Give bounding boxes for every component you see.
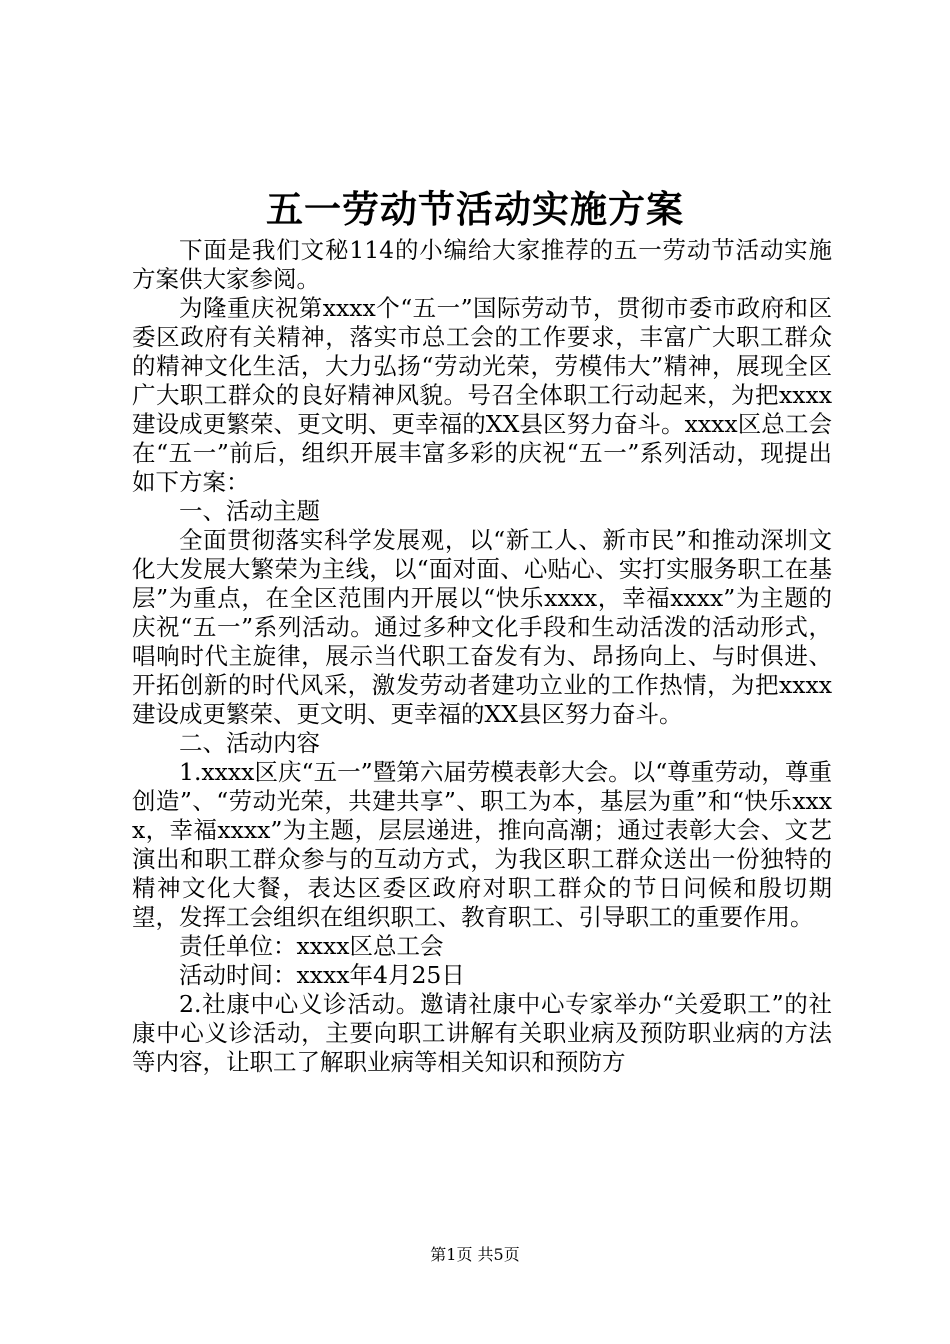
document-body: [132, 236, 832, 1077]
activity-2-paragraph: 2.社康中心义诊活动。邀请社康中心专家举办“关爱职工”的社康中心义诊活动，主要向职工讲解有关职业病及预防职业病的方法等内容，让职工了解职业病等相关知识和预防方: [132, 990, 832, 1076]
responsible-unit-line: 责任单位：xxxx区总工会: [179, 932, 444, 960]
theme-paragraph: 全面贯彻落实科学发展观，以“新工人、新市民”和推动深圳文化大发展大繁荣为主线，以“面对面、心贴心、实打实服务职工在基层”为重点，在全区范围内开展以“快乐xxxx，幸福xxxx”为主题的庆祝“五一”系列活动。通过多种文化手段和生动活泼的活动形式，唱响时代主旋律，展示当代职工奋发有为、昂扬向上、与时俱进、开拓创新的时代风采，激发劳动者建功立业的工作热情，为把xxxx建设成更繁荣、更文明、更幸福的XX县区努力奋斗。: [132, 526, 832, 728]
intro-paragraph: 下面是我们文秘114的小编给大家推荐的五一劳动节活动实施方案供大家参阅。: [132, 236, 832, 293]
document-title: 五一劳动节活动实施方案: [266, 187, 684, 231]
activity-time-line: 活动时间：xxxx年4月25日: [179, 961, 465, 989]
page-number-footer: 第1页 共5页: [430, 1245, 520, 1264]
activity-1-paragraph: 1.xxxx区庆“五一”暨第六届劳模表彰大会。以“尊重劳动，尊重创造”、“劳动光荣，共建共享”、职工为本，基层为重”和“快乐xxxx，幸福xxxx”为主题，层层递进，推向高潮；通过表彰大会、文艺演出和职工群众参与的互动方式，为我区职工群众送出一份独特的精神文化大餐，表达区委区政府对职工群众的节日问候和殷切期望，发挥工会组织在组织职工、教育职工、引导职工的重要作用。: [132, 758, 832, 931]
section-heading-theme: 一、活动主题: [179, 497, 320, 525]
purpose-paragraph: 为隆重庆祝第xxxx个“五一”国际劳动节，贯彻市委市政府和区委区政府有关精神，落实市总工会的工作要求，丰富广大职工群众的精神文化生活，大力弘扬“劳动光荣，劳模伟大”精神，展现全区广大职工群众的良好精神风貌。号召全体职工行动起来，为把xxxx建设成更繁荣、更文明、更幸福的XX县区努力奋斗。xxxx区总工会在“五一”前后，组织开展丰富多彩的庆祝“五一”系列活动，现提出如下方案：: [132, 294, 832, 496]
section-heading-content: 二、活动内容: [179, 729, 320, 757]
